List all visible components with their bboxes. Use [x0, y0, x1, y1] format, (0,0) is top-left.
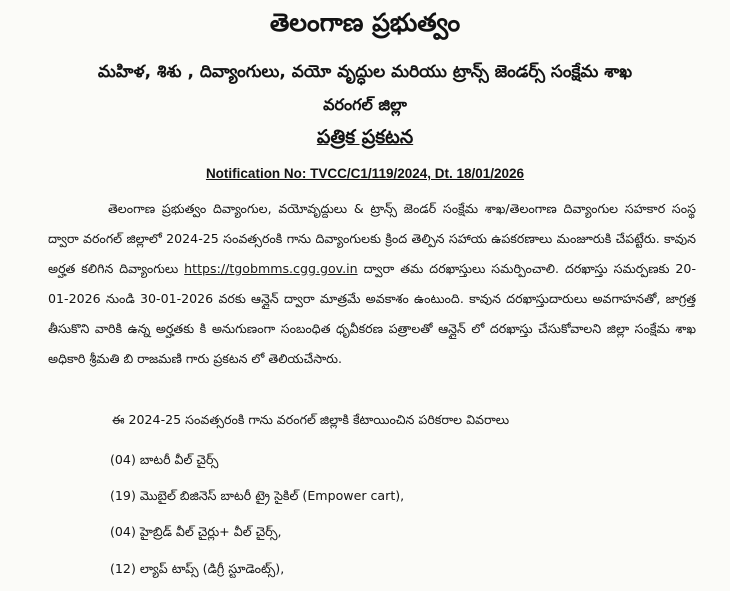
items-intro: ఈ 2024-25 సంవత్సరంకి గాను వరంగల్ జిల్లాకి కేటాయించిన పరికరాల వివరాలు — [112, 412, 510, 427]
paragraph-part-2: ద్వారా తమ దరఖాస్తులు సమర్పించాలి. దరఖాస్తు సమర్పణకు 20-01-2026 నుండి 30-01-2026 వరకు ఆన్లైన్ ద్వారా మాత్రమే అవకాశం ఉంటుంది. కావున దరఖాస్తుదారులు అవగాహనతో, జాగ్రత్త తీసుకొని వారికి ఉన్న అర్హతకు కి అనుగుణంగా సంబంధిత ధృవీకరణ పత్రాలతో ఆన్లైన్ లో దరఖాస్తు చేసుకోవాలని జిల్లా సంక్షేమ శాఖ అధికారి శ్రీమతి బి రాజమణి గారు ప్రకటన లో తెలియచేసారు. — [48, 261, 696, 366]
government-heading: తెలంగాణ ప్రభుత్వం — [269, 8, 461, 37]
list-item: (12) ల్యాప్ టాప్స్ (డిగ్రీ స్టూడెంట్స్), — [110, 561, 285, 576]
paragraph-part-1: తెలంగాణ ప్రభుత్వం దివ్యాంగుల, వయోవృద్దులు & ట్రాన్స్ జెండర్ సంక్షేమ శాఖ/తెలంగాణ దివ్యాంగుల సహకార సంస్థ ద్వారా వరంగల్ జిల్లాలో 2024-25 సంవత్సరంకి గాను దివ్యాంగులకు క్రింద తెల్పిన సహాయ ఉపకరణాలు మంజూరుకి చేపట్టేరు. కావున అర్హత కలిగిన దివ్యాంగులు — [48, 201, 696, 276]
notice-paragraph — [48, 194, 696, 374]
department-heading: మహిళ, శిశు , దివ్యాంగులు, వయో వృద్ధుల మరియు ట్రాన్స్ జెండర్స్ సంక్షేమ శాఖ — [97, 62, 633, 82]
press-release-heading: పత్రిక ప్రకటన — [316, 126, 414, 148]
portal-link[interactable]: https://tgobmms.cgg.gov.in — [184, 261, 358, 276]
district-heading: వరంగల్ జిల్లా — [323, 95, 407, 114]
list-item: (19) మొబైల్ బిజినెస్ బాటరీ ట్రై సైకిల్ (Empower cart), — [110, 488, 405, 503]
notification-number: Notification No: TVCC/C1/119/2024, Dt. 18/01/2026 — [205, 166, 525, 181]
list-item: (04) బాటరీ వీల్ చైర్స్ — [110, 452, 219, 467]
list-item: (04) హైబ్రిడ్ వీల్ చైర్లు+ వీల్ చైర్స్, — [110, 524, 282, 539]
